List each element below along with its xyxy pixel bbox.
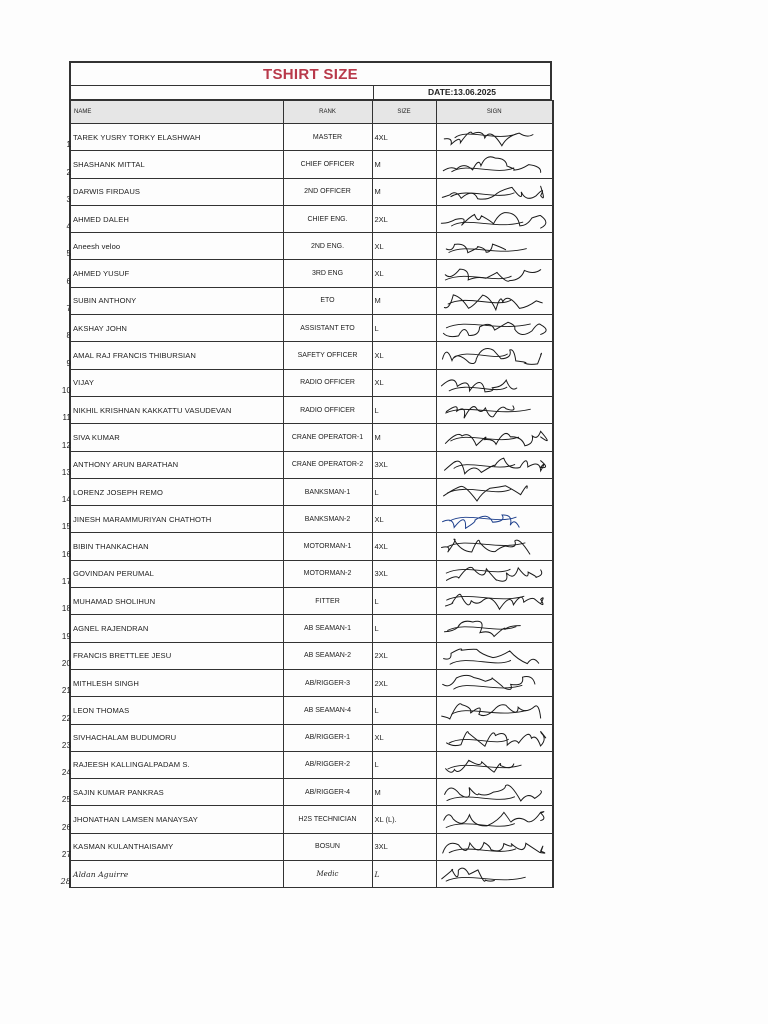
row-name-cell: [61, 833, 283, 860]
row-name-cell: [61, 806, 283, 833]
signature-cell: [436, 724, 553, 751]
signature-cell: [436, 642, 553, 669]
table-header-row: [70, 101, 553, 124]
row-number: 12: [61, 440, 71, 450]
table-row: [70, 560, 553, 587]
row-name-cell: [61, 506, 283, 533]
header-rank: RANK: [283, 101, 372, 124]
row-name-cell: [66, 342, 283, 369]
signature-cell: [436, 806, 553, 833]
table-row: [70, 588, 553, 615]
table-row: [70, 478, 553, 505]
tshirt-size: XL: [372, 260, 436, 287]
crew-rank: Medic: [283, 861, 372, 888]
table-row: [70, 806, 553, 833]
tshirt-size: 2XL: [372, 205, 436, 232]
crew-rank: CRANE OPERATOR-2: [283, 451, 372, 478]
signature-scribble: [437, 779, 553, 805]
signature-scribble: [437, 806, 553, 832]
signature-cell: [436, 451, 553, 478]
row-number: 17: [61, 577, 71, 587]
table-row: [70, 178, 553, 205]
crew-name: DARWIS FIRDAUS: [73, 187, 141, 197]
row-number: 5: [66, 249, 71, 259]
signature-cell: [436, 669, 553, 696]
crew-rank: H2S TECHNICIAN: [283, 806, 372, 833]
row-name-cell: [66, 287, 283, 314]
signature-scribble: [437, 834, 553, 860]
crew-name: LORENZ JOSEPH REMO: [73, 487, 163, 497]
crew-name: AHMED YUSUF: [73, 269, 130, 279]
row-number: 9: [66, 358, 71, 368]
row-name-cell: [61, 560, 283, 587]
tshirt-size: XL: [372, 233, 436, 260]
signature-cell: [436, 287, 553, 314]
signature-cell: [436, 588, 553, 615]
crew-rank: ETO: [283, 287, 372, 314]
crew-rank: FITTER: [283, 588, 372, 615]
table-row: [70, 751, 553, 778]
row-name-cell: [61, 697, 283, 724]
row-name-cell: [66, 178, 283, 205]
signature-scribble: [437, 370, 553, 396]
signature-scribble: [437, 124, 553, 150]
tshirt-size: M: [372, 287, 436, 314]
row-number: 18: [61, 604, 71, 614]
signature-scribble: [437, 506, 553, 532]
signature-cell: [436, 342, 553, 369]
signature-scribble: [437, 479, 553, 505]
sheet-date: DATE:13.06.2025: [373, 86, 550, 99]
row-name-cell: [66, 233, 283, 260]
signature-cell: [436, 124, 553, 151]
tshirt-size: XL: [372, 342, 436, 369]
signature-scribble: [437, 151, 553, 177]
signature-scribble: [437, 397, 553, 423]
signature-cell: [436, 751, 553, 778]
table-row: [70, 861, 553, 888]
signature-cell: [436, 233, 553, 260]
table-row: [70, 615, 553, 642]
tshirt-size: L: [372, 697, 436, 724]
signature-scribble: [437, 206, 553, 232]
tshirt-size: 4XL: [372, 533, 436, 560]
row-number: 2: [66, 167, 71, 177]
row-number: 11: [62, 413, 71, 423]
table-row: [70, 205, 553, 232]
crew-rank: MOTORMAN-1: [283, 533, 372, 560]
crew-name: NIKHIL KRISHNAN KAKKATTU VASUDEVAN: [73, 405, 232, 415]
row-number: 14: [61, 495, 71, 505]
row-name-cell: [61, 669, 283, 696]
signature-cell: [436, 396, 553, 423]
row-name-cell: [61, 724, 283, 751]
signature-scribble: [437, 588, 553, 614]
signature-scribble: [437, 288, 553, 314]
table-row: [70, 396, 553, 423]
tshirt-size: 4XL: [372, 124, 436, 151]
crew-name: AGNEL RAJENDRAN: [73, 623, 149, 633]
table-row: [70, 533, 553, 560]
signature-cell: [436, 424, 553, 451]
row-name-cell: [61, 533, 283, 560]
crew-rank: MOTORMAN-2: [283, 560, 372, 587]
table-body: [60, 124, 553, 888]
tshirt-size: L: [372, 751, 436, 778]
row-number: 27: [61, 850, 71, 860]
row-number: 15: [61, 522, 71, 532]
crew-rank: RADIO OFFICER: [283, 369, 372, 396]
crew-name: Aldan Aguirre: [73, 869, 129, 879]
row-name-cell: [61, 369, 283, 396]
signature-cell: [436, 260, 553, 287]
title-row: [69, 61, 552, 86]
row-number: 10: [61, 385, 71, 395]
row-number: 24: [61, 768, 71, 778]
crew-name: VIJAY: [73, 378, 95, 388]
date-row-blank: [71, 86, 373, 99]
crew-rank: AB/RIGGER-1: [283, 724, 372, 751]
row-name-cell: [61, 588, 283, 615]
crew-name: Aneesh veloo: [73, 241, 121, 251]
row-number: 19: [61, 631, 71, 641]
signature-cell: [436, 506, 553, 533]
tshirt-size: M: [372, 151, 436, 178]
crew-name: TAREK YUSRY TORKY ELASHWAH: [73, 132, 201, 142]
row-number: 22: [61, 713, 71, 723]
row-number: 25: [61, 795, 71, 805]
signature-scribble: [437, 233, 553, 259]
table-row: [70, 697, 553, 724]
header-size: SIZE: [372, 101, 436, 124]
row-number: 21: [61, 686, 71, 696]
row-name-cell: [61, 478, 283, 505]
table-row: [70, 669, 553, 696]
tshirt-size: M: [372, 424, 436, 451]
tshirt-size-table: [60, 100, 554, 888]
signature-cell: [436, 178, 553, 205]
signature-cell: [436, 151, 553, 178]
row-name-cell: [61, 451, 283, 478]
table-row: [70, 424, 553, 451]
row-name-cell: [61, 424, 283, 451]
signature-scribble: [437, 424, 553, 450]
signature-cell: [436, 861, 553, 888]
row-number: 4: [66, 222, 71, 232]
crew-rank: AB/RIGGER-2: [283, 751, 372, 778]
crew-name: SUBIN ANTHONY: [73, 296, 137, 306]
table-row: [70, 642, 553, 669]
crew-rank: AB SEAMAN-2: [283, 642, 372, 669]
signature-scribble: [437, 260, 553, 286]
crew-name: SAJIN KUMAR PANKRAS: [73, 787, 164, 797]
row-name-cell: [61, 615, 283, 642]
crew-name: FRANCIS BRETTLEE JESU: [73, 651, 172, 661]
row-name-cell: [66, 124, 283, 151]
signature-cell: [436, 315, 553, 342]
signature-scribble: [437, 615, 553, 641]
tshirt-size: 3XL: [372, 560, 436, 587]
crew-name: LEON THOMAS: [73, 705, 130, 715]
row-name-cell: [61, 751, 283, 778]
crew-rank: AB/RIGGER-4: [283, 779, 372, 806]
table-row: [70, 779, 553, 806]
crew-name: RAJEESH KALLINGALPADAM S.: [73, 760, 190, 770]
crew-name: GOVINDAN PERUMAL: [73, 569, 154, 579]
signature-scribble: [437, 561, 553, 587]
table-row: [70, 315, 553, 342]
crew-name: AKSHAY JOHN: [73, 323, 127, 333]
crew-rank: MASTER: [283, 124, 372, 151]
tshirt-size: M: [372, 178, 436, 205]
row-number: 20: [61, 658, 71, 668]
crew-name: MITHLESH SINGH: [73, 678, 139, 688]
crew-name: JHONATHAN LAMSEN MANAYSAY: [73, 815, 198, 825]
signature-scribble: [437, 342, 553, 368]
row-name-cell: [62, 396, 283, 423]
row-name-cell: [66, 260, 283, 287]
tshirt-size: 3XL: [372, 451, 436, 478]
row-number: 3: [66, 194, 71, 204]
tshirt-size: 2XL: [372, 669, 436, 696]
table-row: [70, 233, 553, 260]
row-number: 1: [66, 140, 71, 150]
table-row: [70, 342, 553, 369]
crew-rank: ASSISTANT ETO: [283, 315, 372, 342]
tshirt-size: XL: [372, 724, 436, 751]
tshirt-size: XL (L).: [372, 806, 436, 833]
signature-scribble: [437, 861, 553, 887]
signature-cell: [436, 615, 553, 642]
row-number: 13: [61, 467, 71, 477]
tshirt-size: XL: [372, 369, 436, 396]
crew-name: ANTHONY ARUN BARATHAN: [73, 460, 179, 470]
tshirt-size: L: [372, 396, 436, 423]
crew-name: JINESH MARAMMURIYAN CHATHOTH: [73, 514, 212, 524]
signature-cell: [436, 779, 553, 806]
crew-rank: BANKSMAN-2: [283, 506, 372, 533]
signature-scribble: [437, 670, 553, 696]
signature-scribble: [437, 643, 553, 669]
table-row: [70, 369, 553, 396]
header-sign: SIGN: [436, 101, 553, 124]
signature-cell: [436, 533, 553, 560]
row-name-cell: [61, 642, 283, 669]
row-number: 23: [61, 740, 71, 750]
date-row: [69, 86, 552, 100]
row-number: 28: [60, 877, 71, 887]
tshirt-size: L: [372, 478, 436, 505]
row-name-cell: [66, 151, 283, 178]
tshirt-size: XL: [372, 506, 436, 533]
signature-scribble: [437, 725, 553, 751]
header-name: NAME: [70, 101, 283, 124]
row-number: 16: [61, 549, 71, 559]
signature-cell: [436, 205, 553, 232]
table-row: [70, 151, 553, 178]
row-name-cell: [66, 205, 283, 232]
tshirt-size-sheet: [60, 61, 552, 888]
signature-scribble: [437, 179, 553, 205]
signature-scribble: [437, 315, 553, 341]
crew-rank: RADIO OFFICER: [283, 396, 372, 423]
tshirt-size: L: [372, 588, 436, 615]
crew-rank: CHIEF OFFICER: [283, 151, 372, 178]
table-row: [70, 124, 553, 151]
crew-rank: 2ND OFFICER: [283, 178, 372, 205]
table-row: [70, 506, 553, 533]
tshirt-size: L: [372, 861, 436, 888]
crew-rank: 2ND ENG.: [283, 233, 372, 260]
crew-rank: AB SEAMAN-4: [283, 697, 372, 724]
tshirt-size: L: [372, 615, 436, 642]
row-number: 8: [66, 331, 71, 341]
row-name-cell: [61, 779, 283, 806]
crew-name: SIVHACHALAM BUDUMORU: [73, 733, 177, 743]
row-name-cell: [60, 861, 283, 888]
crew-name: MUHAMAD SHOLIHUN: [73, 596, 156, 606]
crew-rank: SAFETY OFFICER: [283, 342, 372, 369]
crew-rank: CRANE OPERATOR-1: [283, 424, 372, 451]
tshirt-size: M: [372, 779, 436, 806]
tshirt-size: L: [372, 315, 436, 342]
table-row: [70, 833, 553, 860]
tshirt-size: 2XL: [372, 642, 436, 669]
signature-cell: [436, 697, 553, 724]
crew-rank: AB/RIGGER-3: [283, 669, 372, 696]
crew-name: AHMED DALEH: [73, 214, 129, 224]
signature-cell: [436, 560, 553, 587]
crew-name: BIBIN THANKACHAN: [73, 542, 149, 552]
row-number: 26: [61, 822, 71, 832]
crew-name: SHASHANK MITTAL: [73, 159, 145, 169]
signature-scribble: [437, 533, 553, 559]
table-row: [70, 260, 553, 287]
crew-name: KASMAN KULANTHAISAMY: [73, 842, 174, 852]
crew-rank: BOSUN: [283, 833, 372, 860]
tshirt-size: 3XL: [372, 833, 436, 860]
crew-rank: 3RD ENG: [283, 260, 372, 287]
sheet-title: TSHIRT SIZE: [263, 65, 358, 83]
table-row: [70, 451, 553, 478]
row-number: 7: [66, 304, 71, 314]
signature-cell: [436, 369, 553, 396]
crew-name: AMAL RAJ FRANCIS THIBURSIAN: [73, 351, 196, 361]
signature-scribble: [437, 697, 553, 723]
row-name-cell: [66, 315, 283, 342]
crew-rank: AB SEAMAN-1: [283, 615, 372, 642]
signature-cell: [436, 833, 553, 860]
signature-scribble: [437, 452, 553, 478]
signature-scribble: [437, 752, 553, 778]
crew-name: SIVA KUMAR: [73, 432, 120, 442]
table-row: [70, 724, 553, 751]
crew-rank: CHIEF ENG.: [283, 205, 372, 232]
crew-rank: BANKSMAN-1: [283, 478, 372, 505]
row-number: 6: [66, 276, 71, 286]
table-row: [70, 287, 553, 314]
signature-cell: [436, 478, 553, 505]
